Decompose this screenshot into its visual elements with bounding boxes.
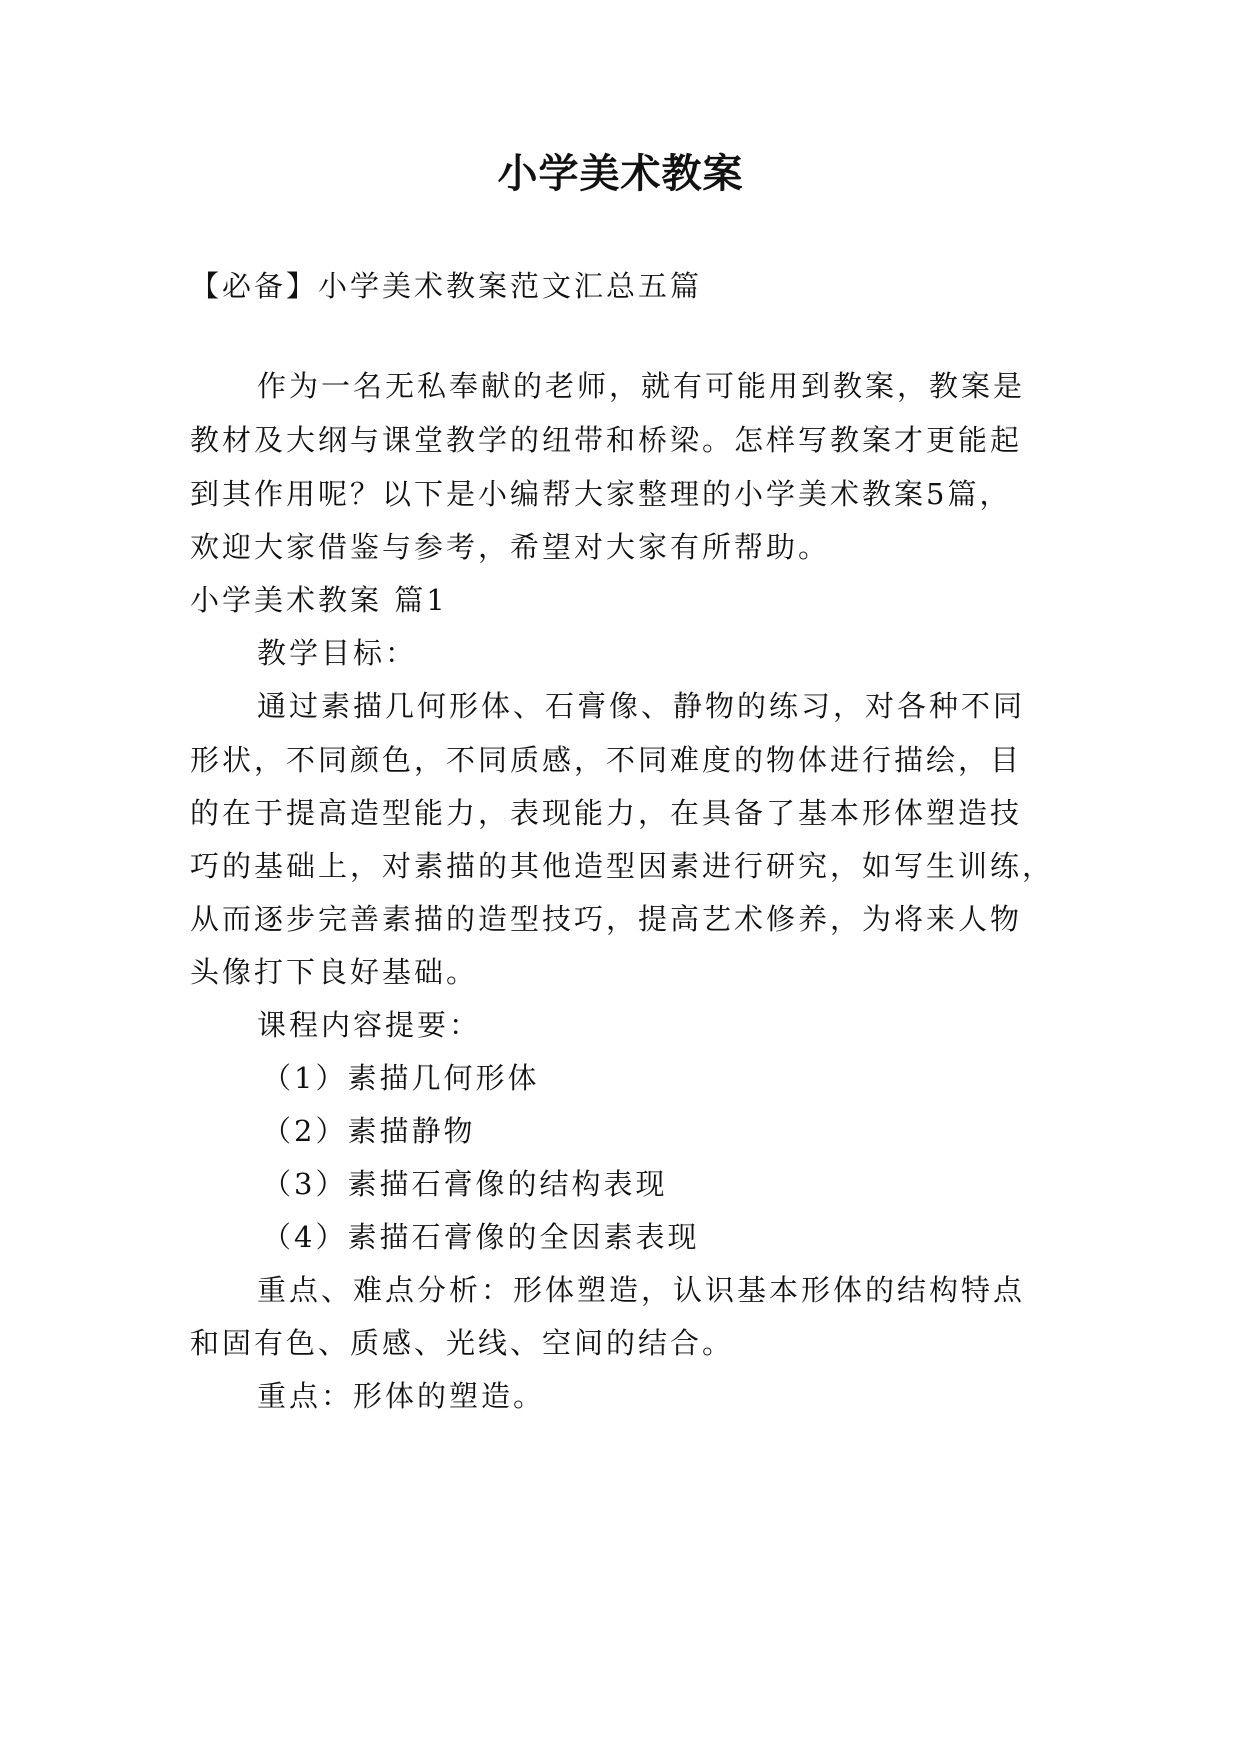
- page-title: 小学美术教案: [497, 150, 744, 197]
- key-point: 重点：形体的塑造。: [257, 1379, 546, 1413]
- intro-line-4: 欢迎大家借鉴与参考，希望对大家有所帮助。: [190, 530, 831, 564]
- intro-line-3: 到其作用呢？以下是小编帮大家整理的小学美术教案5篇，: [190, 477, 1012, 511]
- section-heading: 小学美术教案 篇1: [190, 583, 448, 617]
- goal-line-2: 形状，不同颜色，不同质感，不同难度的物体进行描绘，目: [190, 743, 1023, 777]
- content-item-3: （3）素描石膏像的结构表现: [262, 1167, 668, 1201]
- content-item-4: （4）素描石膏像的全因素表现: [262, 1220, 700, 1254]
- goal-line-6: 头像打下良好基础。: [190, 955, 479, 989]
- goal-line-1: 通过素描几何形体、石膏像、静物的练习，对各种不同: [257, 689, 1026, 723]
- analysis-line-2: 和固有色、质感、光线、空间的结合。: [190, 1326, 735, 1360]
- content-item-2: （2）素描静物: [262, 1114, 476, 1148]
- goal-line-3: 的在于提高造型能力，表现能力，在具备了基本形体塑造技: [190, 796, 1023, 830]
- intro-line-1: 作为一名无私奉献的老师，就有可能用到教案，教案是: [257, 369, 1026, 403]
- goal-line-4: 巧的基础上，对素描的其他造型因素进行研究，如写生训练，: [190, 849, 1055, 883]
- analysis-line-1: 重点、难点分析：形体塑造，认识基本形体的结构特点: [257, 1273, 1026, 1307]
- document-subtitle: 【必备】小学美术教案范文汇总五篇: [190, 269, 703, 303]
- content-label: 课程内容提要：: [257, 1008, 482, 1042]
- intro-line-2: 教材及大纲与课堂教学的纽带和桥梁。怎样写教案才更能起: [190, 423, 1023, 457]
- goal-line-5: 从而逐步完善素描的造型技巧，提高艺术修养，为将来人物: [190, 902, 1023, 936]
- content-item-1: （1）素描几何形体: [262, 1061, 540, 1095]
- goal-label: 教学目标：: [257, 636, 418, 670]
